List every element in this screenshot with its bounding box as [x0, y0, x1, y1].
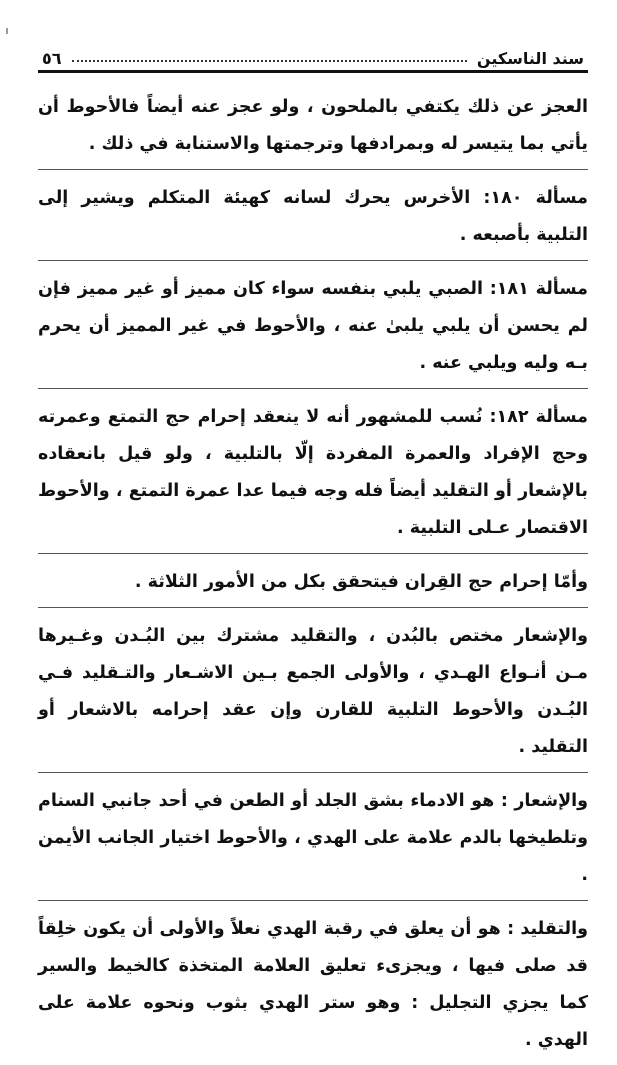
page-header: [38, 34, 588, 73]
page-number: ٥٦: [42, 49, 62, 68]
running-title: سند الناسكين: [476, 49, 584, 68]
paragraph-masala-182: مسألة ١٨٢: نُسب للمشهور أنه لا ينعقد إحرام حج التمتع وعمرته وحج الإفراد والعمرة المفردة إلّا بالتلبية ، ولو قيل بانعقاده بالإشعار أو التقليد أيضاً فله وجه فيما عدا عمرة التمتع ، والأحوط الاقتصار عـلى التلبية .: [38, 399, 588, 554]
header-dotted-leader: [72, 60, 467, 62]
page-body: [38, 89, 588, 1065]
paragraph-ishaar-definition: والإشعار : هو الادماء بشق الجلد أو الطعن في أحد جانبي السنام وتلطيخها بالدم علامة على الهدي ، والأحوط اختيار الجانب الأيمن .: [38, 783, 588, 901]
paragraph-masala-181: مسألة ١٨١: الصبي يلبي بنفسه سواء كان مميز أو غير مميز فإن لم يحسن أن يلبي يلبىٰ عنه ، والأحوط في غير المميز أن يحرم بـه وليه ويلبي عنه .: [38, 271, 588, 389]
paragraph-ishaar-general: والإشعار مختص بالبُدن ، والتقليد مشترك بين البُـدن وغـيرها مـن أنـواع الهـدي ، والأولى الجمع بـين الاشـعار والتـقليد فـي البُـدن والأحوط التلبية للقارن وإن عقد إحرامه بالاشعار أو التقليد .: [38, 618, 588, 773]
paragraph-masala-180: مسألة ١٨٠: الأخرس يحرك لسانه كهيئة المتكلم ويشير إلى التلبية بأصبعه .: [38, 180, 588, 261]
paragraph-taqlid-definition: والتقليد : هو أن يعلق في رقبة الهدي نعلاً والأولى أن يكون خلِقاً قد صلى فيها ، ويجزىء تعليق العلامة المتخذة كالخيط والسير كما يجزي التجليل : وهو ستر الهدي بثوب ونحوه علامة على الهدي .: [38, 919, 588, 1050]
paragraph-continuation: العجز عن ذلك يكتفي بالملحون ، ولو عجز عنه أيضاً فالأحوط أن يأتي بما يتيسر له وبمرادفها وترجمتها والاستنابة في ذلك .: [38, 89, 588, 170]
scan-mark: [6, 28, 8, 34]
document-page: [38, 34, 588, 1050]
paragraph-qiran: وأمّا إحرام حج القِران فيتحقق بكل من الأمور الثلاثة .: [38, 564, 588, 608]
